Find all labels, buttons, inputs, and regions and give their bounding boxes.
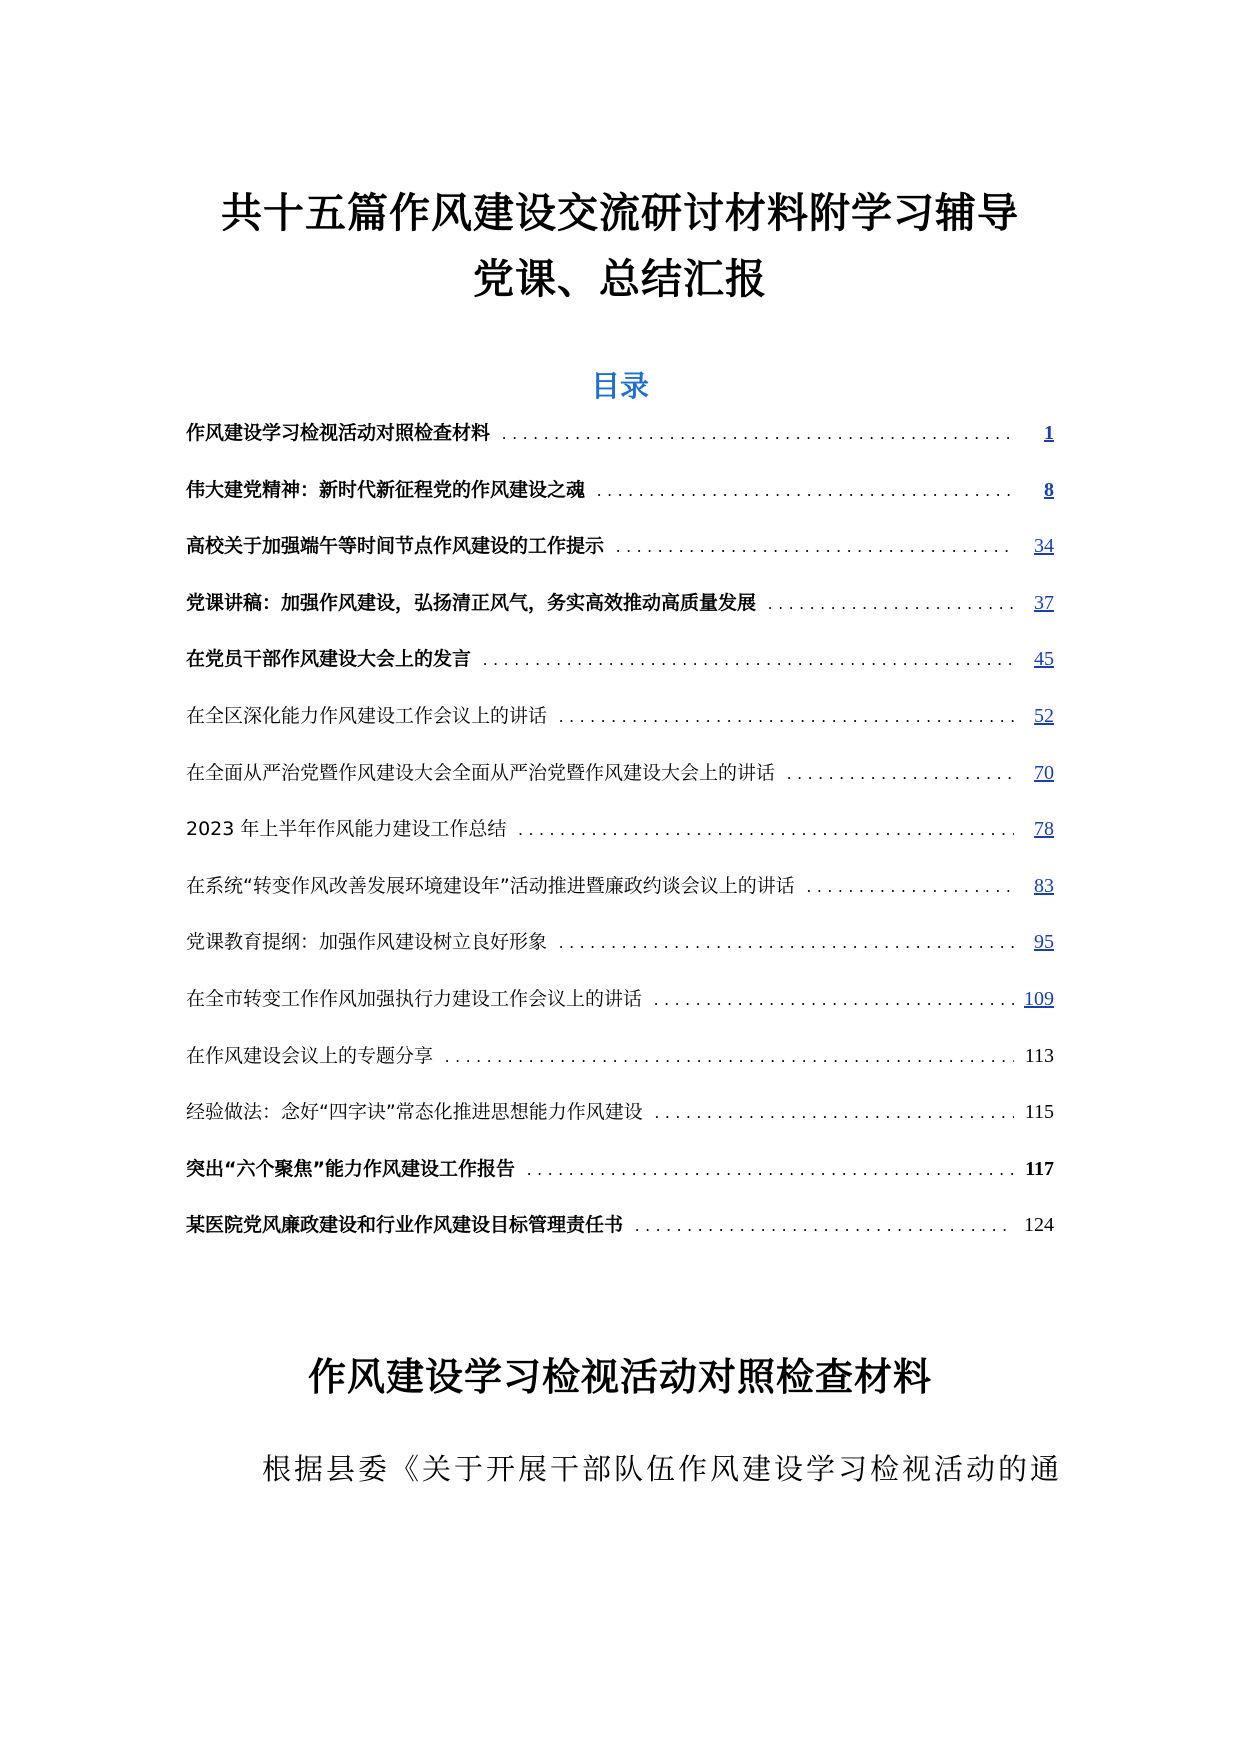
toc-page-number[interactable]: 1	[1044, 422, 1054, 444]
toc-dot-leader	[768, 576, 1014, 633]
toc-dot-leader	[655, 1085, 1014, 1142]
toc-entry-title[interactable]: 在系统“转变作风改善发展环境建设年”活动推进暨廉政约谈会议上的讲话	[186, 874, 795, 897]
toc-entry[interactable]	[186, 575, 1054, 632]
toc-heading: 目录	[590, 369, 649, 403]
toc-entry[interactable]	[186, 971, 1054, 1028]
toc-entry[interactable]	[186, 462, 1054, 519]
toc-dot-leader	[502, 406, 1014, 463]
toc-entry-title[interactable]: 党课讲稿：加强作风建设，弘扬清正风气，务实高效推动高质量发展	[186, 591, 757, 614]
toc-dot-leader	[597, 463, 1014, 520]
toc-page-number[interactable]: 124	[1024, 1214, 1054, 1237]
document-title-line-2: 党课、总结汇报	[473, 255, 767, 303]
section-heading: 作风建设学习检视活动对照检查材料	[307, 1355, 932, 1399]
toc-dot-leader	[559, 915, 1014, 972]
toc-entry-title[interactable]: 经验做法：念好“四字诀”常态化推进思想能力作风建设	[186, 1101, 643, 1124]
toc-page-number[interactable]: 37	[1034, 591, 1054, 614]
toc-dot-leader	[635, 1198, 1014, 1255]
toc-dot-leader	[559, 689, 1014, 746]
toc-entry-title[interactable]: 党课教育提纲：加强作风建设树立良好形象	[186, 931, 548, 954]
toc-entry-title[interactable]: 在党员干部作风建设大会上的发言	[186, 648, 472, 671]
toc-page-number[interactable]: 45	[1034, 648, 1054, 671]
toc-page-number[interactable]: 8	[1044, 478, 1054, 501]
table-of-contents	[186, 405, 1054, 1254]
toc-page-number[interactable]: 78	[1034, 818, 1054, 841]
toc-page-number[interactable]: 52	[1034, 704, 1054, 727]
toc-entry[interactable]	[186, 518, 1054, 575]
toc-entry[interactable]	[186, 858, 1054, 915]
toc-dot-leader	[807, 859, 1014, 916]
toc-page-number[interactable]: 117	[1025, 1157, 1054, 1180]
body-paragraph: 根据县委《关于开展干部队伍作风建设学习检视活动的通	[262, 1452, 1063, 1486]
toc-dot-leader	[787, 746, 1014, 803]
toc-page-number[interactable]: 115	[1024, 1101, 1054, 1124]
toc-entry-title[interactable]: 伟大建党精神：新时代新征程党的作风建设之魂	[186, 478, 586, 501]
toc-entry[interactable]	[186, 688, 1054, 745]
toc-page-number[interactable]: 95	[1034, 931, 1054, 954]
toc-page-number[interactable]: 70	[1034, 761, 1054, 784]
toc-entry[interactable]	[186, 631, 1054, 688]
toc-entry-title[interactable]: 某医院党风廉政建设和行业作风建设目标管理责任书	[186, 1214, 624, 1237]
toc-entry-title[interactable]: 突出“六个聚焦”能力作风建设工作报告	[186, 1157, 515, 1180]
toc-dot-leader	[445, 1029, 1014, 1086]
toc-entry[interactable]	[186, 801, 1054, 858]
toc-entry-title[interactable]: 在全面从严治党暨作风建设大会全面从严治党暨作风建设大会上的讲话	[186, 761, 776, 784]
toc-entry-title[interactable]: 在全区深化能力作风建设工作会议上的讲话	[186, 704, 548, 727]
toc-entry-title[interactable]: 高校关于加强端午等时间节点作风建设的工作提示	[186, 535, 605, 558]
toc-page-number[interactable]: 109	[1024, 987, 1054, 1010]
toc-page-number[interactable]: 113	[1024, 1044, 1054, 1067]
toc-entry[interactable]	[186, 1084, 1054, 1141]
document-title-line-1: 共十五篇作风建设交流研讨材料附学习辅导	[221, 189, 1019, 237]
toc-page-number[interactable]: 34	[1034, 535, 1054, 558]
toc-dot-leader	[616, 519, 1014, 576]
toc-dot-leader	[483, 632, 1014, 689]
toc-entry[interactable]	[186, 405, 1054, 462]
toc-dot-leader	[654, 972, 1014, 1029]
toc-entry-title[interactable]: 2023 年上半年作风能力建设工作总结	[186, 818, 507, 841]
toc-page-number[interactable]: 83	[1034, 874, 1054, 897]
toc-dot-leader	[518, 802, 1014, 859]
toc-dot-leader	[527, 1142, 1014, 1199]
toc-entry[interactable]	[186, 914, 1054, 971]
toc-entry[interactable]	[186, 1197, 1054, 1254]
toc-entry-title[interactable]: 在全市转变工作作风加强执行力建设工作会议上的讲话	[186, 987, 643, 1010]
toc-entry-title[interactable]: 作风建设学习检视活动对照检查材料	[186, 422, 491, 444]
toc-entry[interactable]	[186, 1141, 1054, 1198]
toc-entry[interactable]	[186, 1028, 1054, 1085]
toc-entry[interactable]	[186, 745, 1054, 802]
toc-entry-title[interactable]: 在作风建设会议上的专题分享	[186, 1044, 434, 1067]
